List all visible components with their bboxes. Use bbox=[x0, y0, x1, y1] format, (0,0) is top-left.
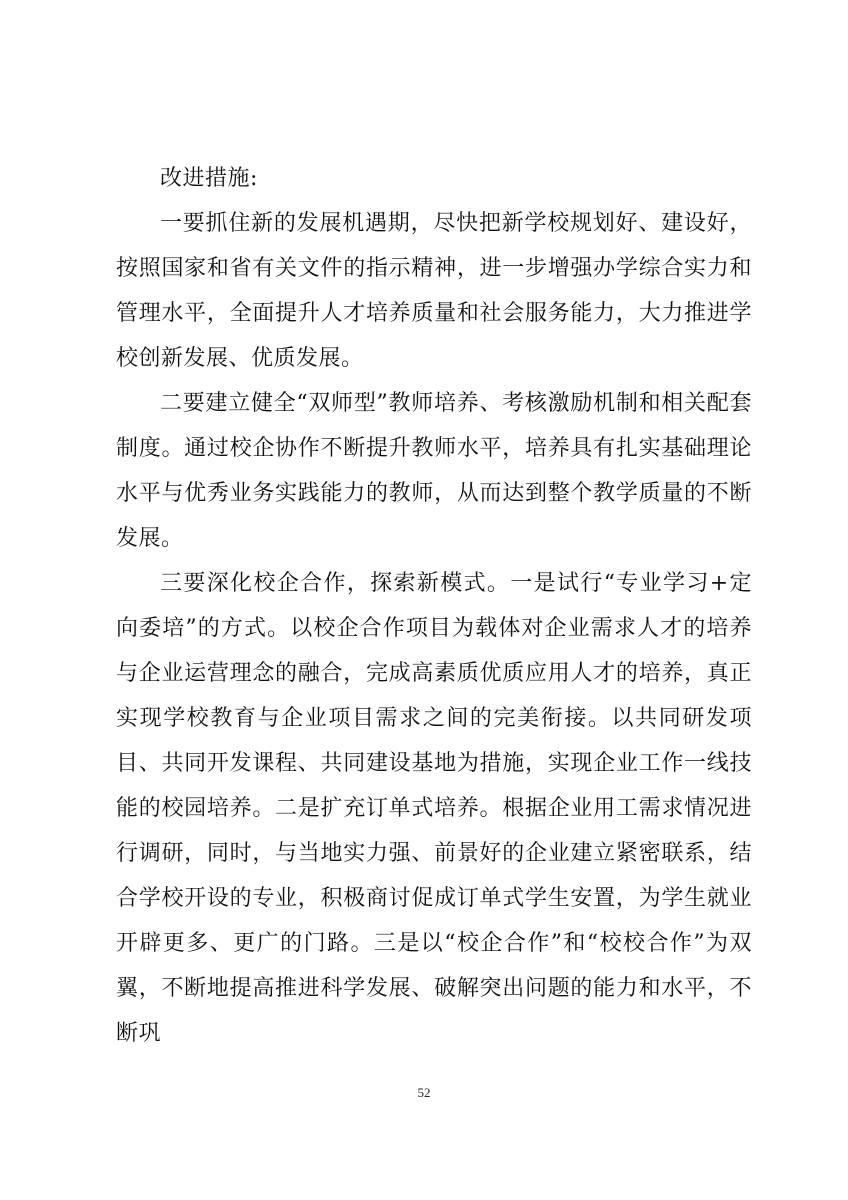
paragraph-2: 二要建立健全“双师型”教师培养、考核激励机制和相关配套制度。通过校企协作不断提升教师水平，培养具有扎实基础理论水平与优秀业务实践能力的教师，从而达到整个教学质量的不断发展。 bbox=[116, 391, 752, 551]
paragraph-3: 三要深化校企合作，探索新模式。一是试行“专业学习+定向委培”的方式。以校企合作项目为载体对企业需求人才的培养与企业运营理念的融合，完成高素质优质应用人才的培养，真正实现学校教育与企业项目需求之间的完美衔接。以共同研发项目、共同开发课程、共同建设基地为措施，实现企业工作一线技能的校园培养。二是扩充订单式培养。根据企业用工需求情况进行调研，同时，与当地实力强、前景好的企业建立紧密联系，结合学校开设的专业，积极商讨促成订单式学生安置，为学生就业开辟更多、更广的门路。三是以“校企合作”和“校校合作”为双翼，不断地提高推进科学发展、破解突出问题的能力和水平，不断巩 bbox=[116, 571, 752, 1046]
page-number: 52 bbox=[417, 1085, 431, 1100]
paragraph-1: 一要抓住新的发展机遇期，尽快把新学校规划好、建设好，按照国家和省有关文件的指示精神，进一步增强办学综合实力和管理水平，全面提升人才培养质量和社会服务能力，大力推进学校创新发展、优质发展。 bbox=[116, 211, 752, 371]
section-heading: 改进措施: bbox=[160, 166, 258, 191]
document-body bbox=[116, 156, 752, 1056]
